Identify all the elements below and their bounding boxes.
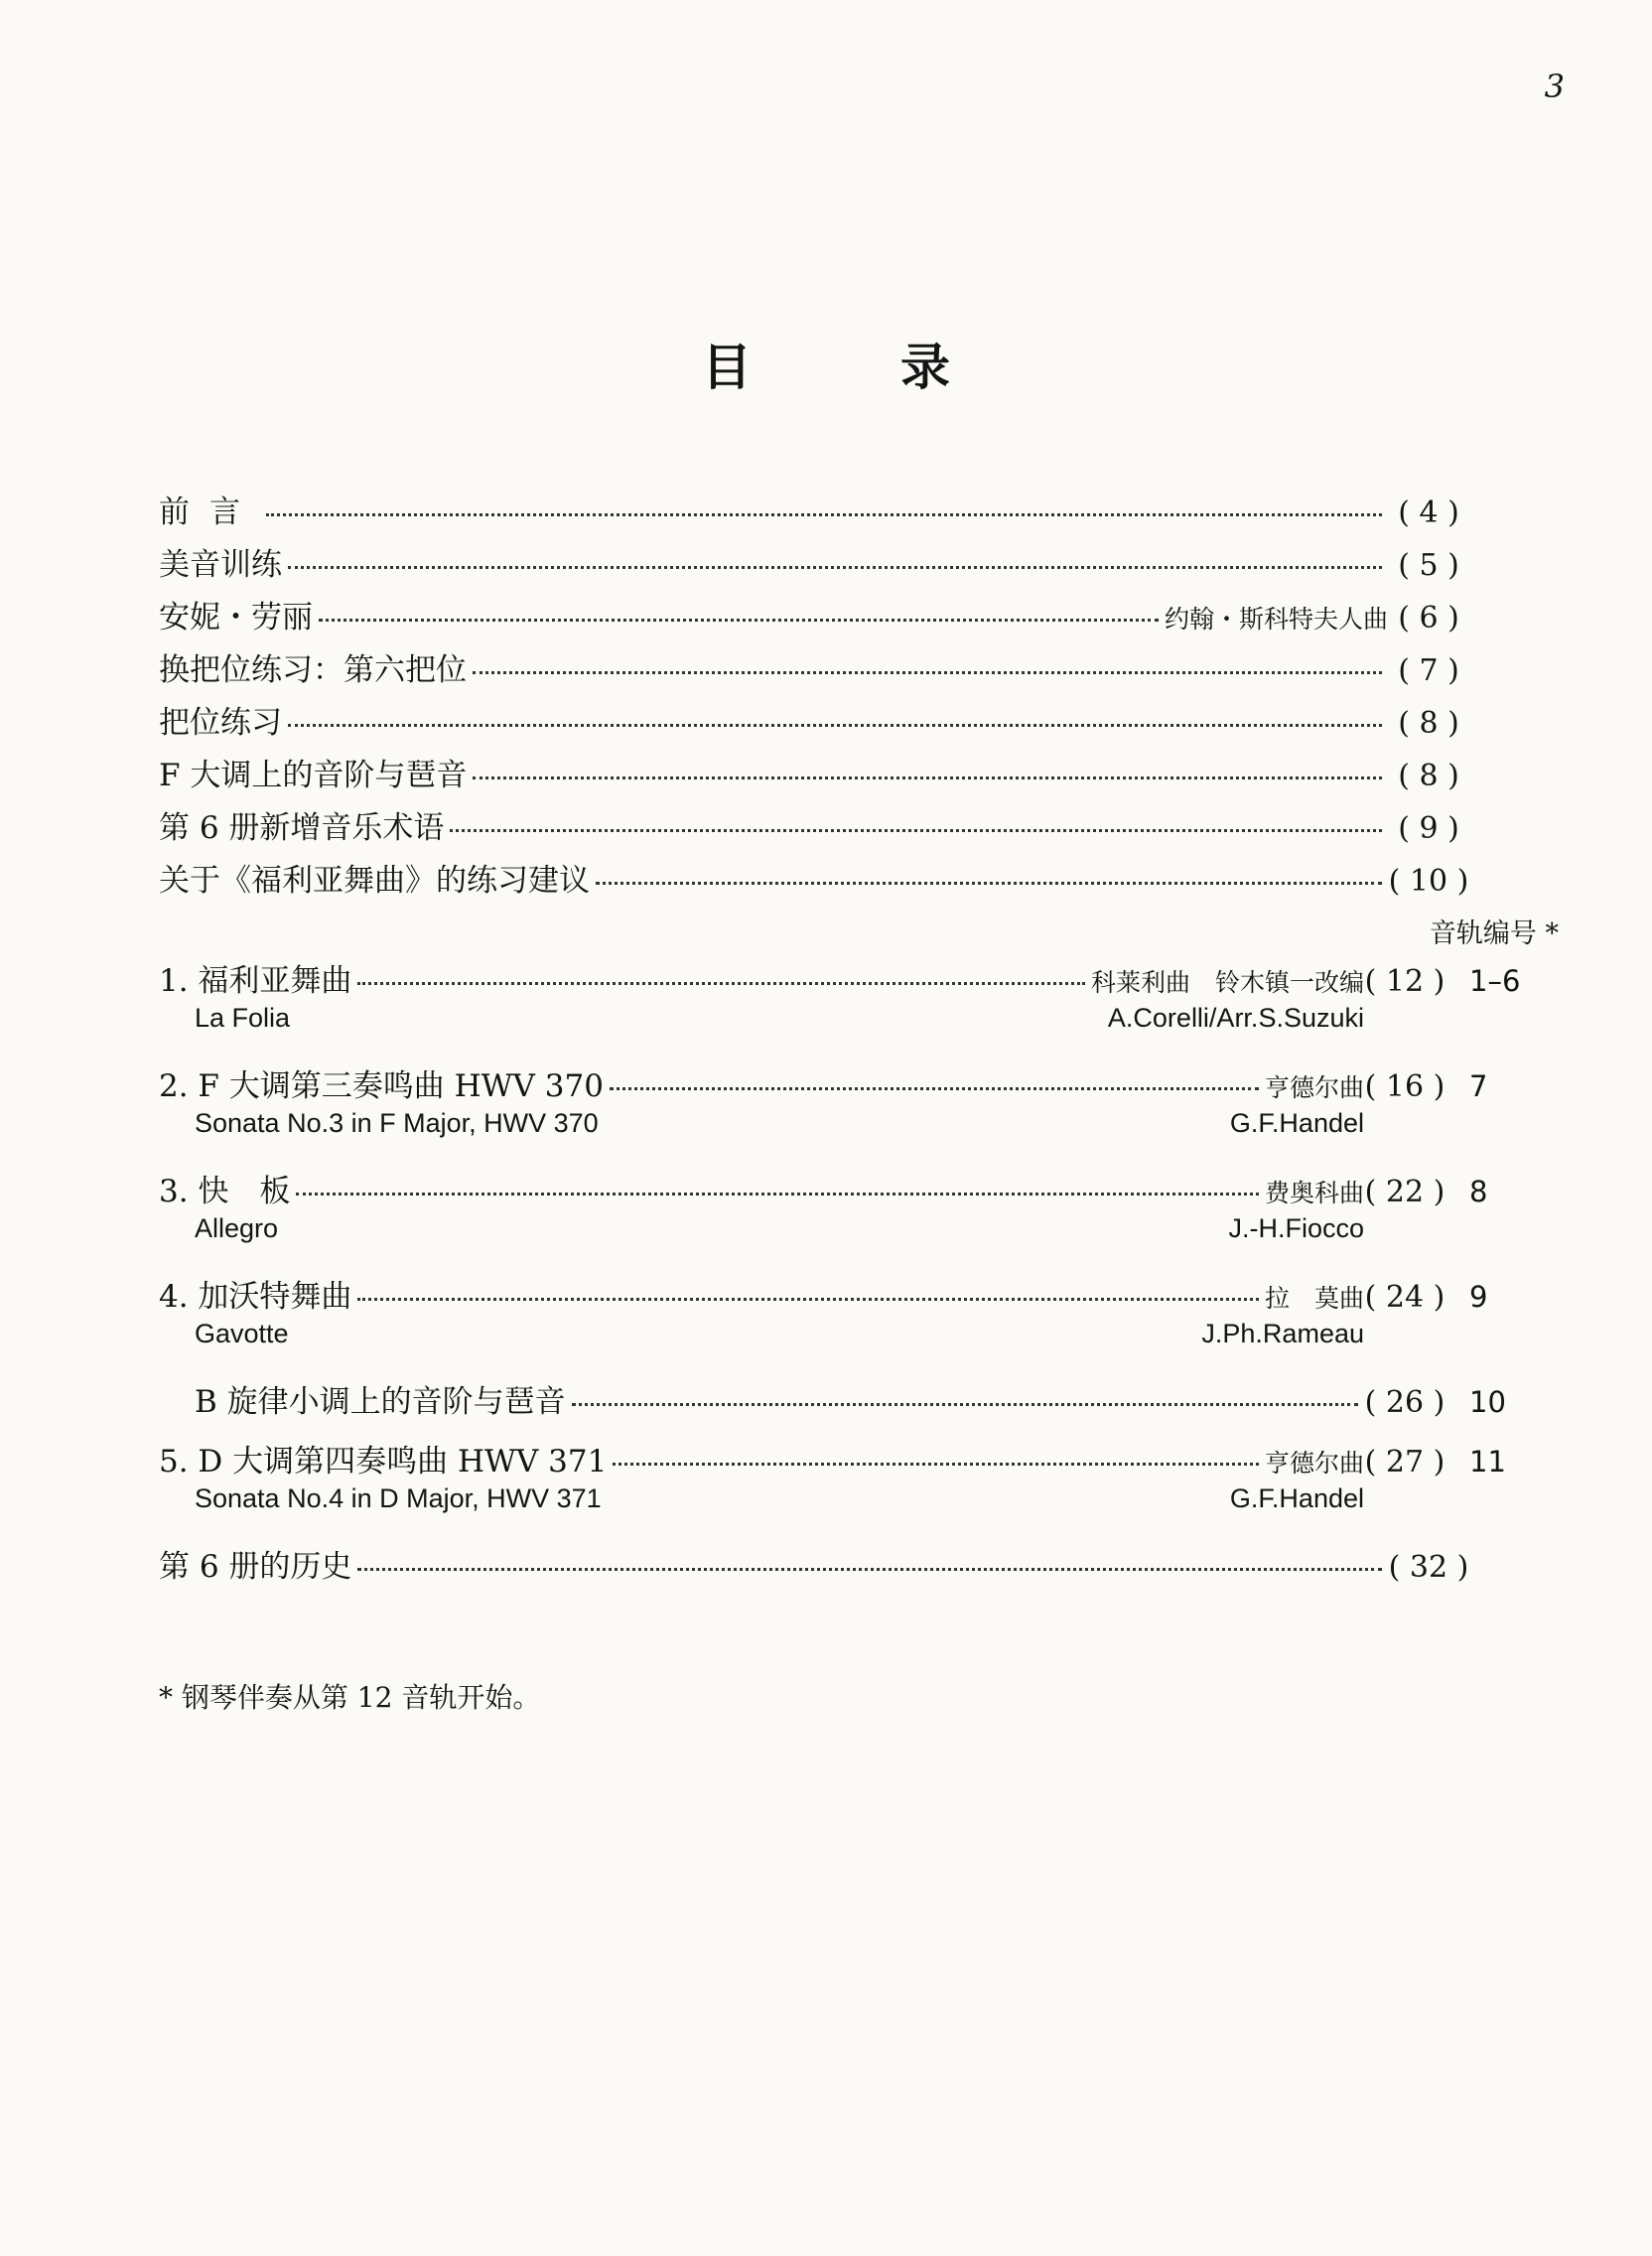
piece-english-title: Gavotte xyxy=(195,1319,289,1348)
track-number: 7 xyxy=(1469,1069,1488,1103)
piece-title: 5. D 大调第四奏鸣曲 HWV 371 xyxy=(159,1444,608,1480)
leader-dots xyxy=(473,776,1382,779)
toc-entry-title: 换把位练习：第六把位 xyxy=(159,652,467,688)
toc-entry-f-major-scales[interactable] xyxy=(159,750,1569,802)
leader-dots xyxy=(450,829,1382,832)
footnote: * 钢琴伴奏从第 12 音轨开始。 xyxy=(159,1681,541,1714)
toc-page-ref: ( 9 ) xyxy=(1398,811,1459,846)
leader-dots xyxy=(319,619,1159,622)
piece-english-composer: J.Ph.Rameau xyxy=(1201,1319,1364,1348)
piece-title: B 旋律小调上的音阶与琶音 xyxy=(195,1384,566,1420)
toc-entry-shifting-sixth-position[interactable] xyxy=(159,644,1569,697)
toc-page-ref: ( 8 ) xyxy=(1398,706,1459,741)
toc-entry-title: 美音训练 xyxy=(159,547,282,583)
leader-dots xyxy=(610,1087,1259,1090)
toc-page-ref: ( 5 ) xyxy=(1398,548,1459,583)
leader-dots xyxy=(473,671,1382,674)
toc-entry-title: 前言 xyxy=(159,494,260,530)
leader-dots xyxy=(357,1298,1259,1301)
toc-page-ref: ( 12 ) xyxy=(1364,964,1446,999)
track-number: 11 xyxy=(1469,1445,1506,1479)
piece-composer: 科莱利曲 铃木镇一改编 xyxy=(1090,968,1364,997)
toc-entry-title: 安妮・劳丽 xyxy=(159,600,313,635)
leader-dots xyxy=(613,1463,1259,1466)
piece-title: 3. 快 板 xyxy=(159,1174,291,1209)
toc-piece-4[interactable] xyxy=(159,1271,1569,1364)
toc-entry-position-practice[interactable] xyxy=(159,697,1569,750)
piece-title: 2. F 大调第三奏鸣曲 HWV 370 xyxy=(159,1068,604,1104)
piece-english-composer: G.F.Handel xyxy=(1229,1108,1364,1138)
piece-composer: 费奥科曲 xyxy=(1264,1179,1364,1207)
track-number: 10 xyxy=(1469,1385,1506,1419)
toc-entry-title: 关于《福利亚舞曲》的练习建议 xyxy=(159,863,590,899)
piece-english-composer: J.-H.Fiocco xyxy=(1228,1213,1364,1243)
piece-english-title: Sonata No.4 in D Major, HWV 371 xyxy=(195,1483,602,1513)
toc-composer: 约翰・斯科特夫人曲 xyxy=(1164,605,1388,634)
toc-piece-3[interactable] xyxy=(159,1166,1569,1259)
toc-entry-b-minor-scales[interactable] xyxy=(159,1376,1569,1424)
leader-dots xyxy=(288,566,1382,569)
toc-piece-2[interactable] xyxy=(159,1060,1569,1154)
toc-page-ref: ( 4 ) xyxy=(1398,495,1459,530)
track-number: 9 xyxy=(1469,1280,1488,1314)
toc-page-ref: ( 6 ) xyxy=(1398,601,1459,635)
toc-page-ref: ( 27 ) xyxy=(1364,1445,1446,1480)
toc-page-ref: ( 16 ) xyxy=(1364,1069,1446,1104)
leader-dots xyxy=(288,724,1382,727)
toc-entry-annie-laurie[interactable] xyxy=(159,592,1569,644)
toc-entry-folia-advice[interactable] xyxy=(159,855,1569,908)
track-number: 8 xyxy=(1469,1175,1488,1208)
toc-page-ref: ( 10 ) xyxy=(1388,864,1469,899)
toc-entry-new-terms[interactable] xyxy=(159,802,1569,855)
piece-title: 1. 福利亚舞曲 xyxy=(159,963,352,999)
leader-dots xyxy=(572,1403,1358,1406)
toc-entry-tone-training[interactable] xyxy=(159,539,1569,592)
piece-english-title: Allegro xyxy=(195,1213,279,1243)
track-number-header: 音轨编号 * xyxy=(1429,918,1559,949)
piece-composer: 亨德尔曲 xyxy=(1264,1449,1364,1478)
toc-entry-title: 把位练习 xyxy=(159,705,282,741)
leader-dots xyxy=(357,1568,1382,1571)
piece-composer: 拉 莫曲 xyxy=(1264,1284,1364,1313)
toc-page-ref: ( 32 ) xyxy=(1388,1550,1469,1585)
piece-composer: 亨德尔曲 xyxy=(1264,1073,1364,1102)
piece-title: 4. 加沃特舞曲 xyxy=(159,1279,352,1315)
piece-english-title: Sonata No.3 in F Major, HWV 370 xyxy=(195,1108,599,1138)
piece-english-composer: A.Corelli/Arr.S.Suzuki xyxy=(1107,1003,1364,1033)
piece-english-composer: G.F.Handel xyxy=(1229,1483,1364,1513)
piece-english-title: La Folia xyxy=(195,1003,291,1033)
track-number: 1–6 xyxy=(1469,964,1521,998)
toc-page-ref: ( 7 ) xyxy=(1398,653,1459,688)
toc-entry-history[interactable] xyxy=(159,1541,1569,1594)
leader-dots xyxy=(266,513,1382,516)
toc-entry-preface[interactable] xyxy=(159,487,1569,539)
page-title: 目录 xyxy=(702,338,1099,396)
toc-page-ref: ( 26 ) xyxy=(1364,1385,1446,1420)
page-number: 3 xyxy=(1544,68,1565,105)
toc-page-ref: ( 8 ) xyxy=(1398,759,1459,793)
toc-page-ref: ( 22 ) xyxy=(1364,1175,1446,1209)
leader-dots xyxy=(357,982,1085,985)
leader-dots xyxy=(296,1193,1259,1196)
leader-dots xyxy=(596,882,1382,885)
toc-entry-title: 第 6 册新增音乐术语 xyxy=(159,810,445,846)
toc-entry-title: F 大调上的音阶与琶音 xyxy=(159,758,468,793)
toc-entry-title: 第 6 册的历史 xyxy=(159,1549,352,1585)
toc-piece-5[interactable] xyxy=(159,1436,1569,1529)
table-of-contents xyxy=(159,487,1569,1594)
toc-page-ref: ( 24 ) xyxy=(1364,1280,1446,1315)
toc-piece-1[interactable] xyxy=(159,955,1569,1049)
